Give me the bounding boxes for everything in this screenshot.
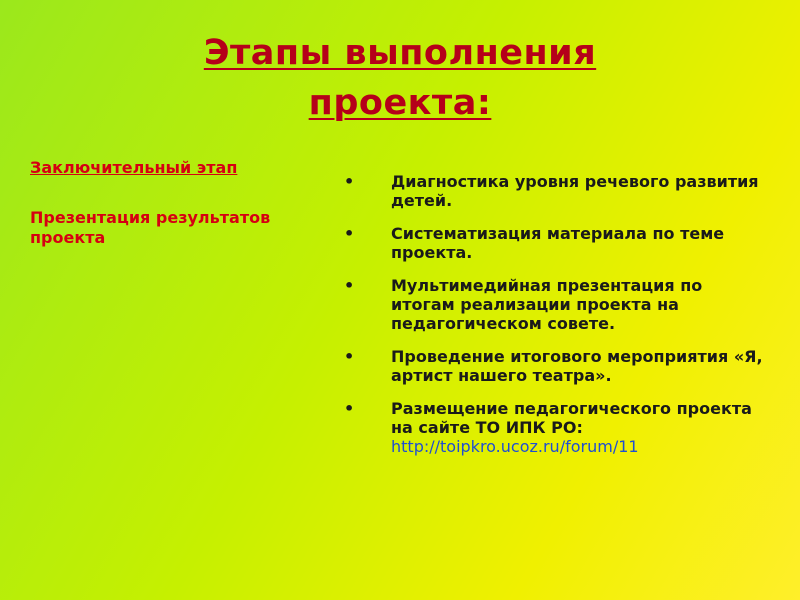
bullet-icon: •	[344, 224, 355, 243]
list-item	[344, 172, 764, 210]
list-item	[344, 276, 764, 333]
list-item-text: Диагностика уровня речевого развития детей.	[391, 172, 759, 210]
bullet-list	[344, 172, 764, 470]
title-line-1: Этапы выполнения	[203, 33, 597, 73]
title-line-2: проекта:	[308, 83, 492, 123]
site-text: Размещение педагогического проекта на сайте ТО ИПК РО:	[391, 399, 752, 437]
bullet-icon: •	[344, 399, 355, 418]
stage-label: Заключительный этап	[30, 158, 238, 177]
bullet-icon: •	[344, 276, 355, 295]
presentation-label: Презентация результатов проекта	[30, 208, 271, 247]
list-item	[344, 347, 764, 385]
slide-title	[0, 28, 800, 128]
forum-link[interactable]: http://toipkro.ucoz.ru/forum/11	[391, 437, 639, 456]
list-item-text: Мультимедийная презентация по итогам реализации проекта на педагогическом совете.	[391, 276, 703, 333]
bullet-icon: •	[344, 172, 355, 191]
list-item	[344, 399, 764, 456]
list-item-text: Систематизация материала по теме проекта.	[391, 224, 725, 262]
list-item	[344, 224, 764, 262]
list-item-text	[391, 399, 764, 456]
list-item-text: Проведение итогового мероприятия «Я, артист нашего театра».	[391, 347, 763, 385]
bullet-icon: •	[344, 347, 355, 366]
left-column	[30, 158, 320, 248]
